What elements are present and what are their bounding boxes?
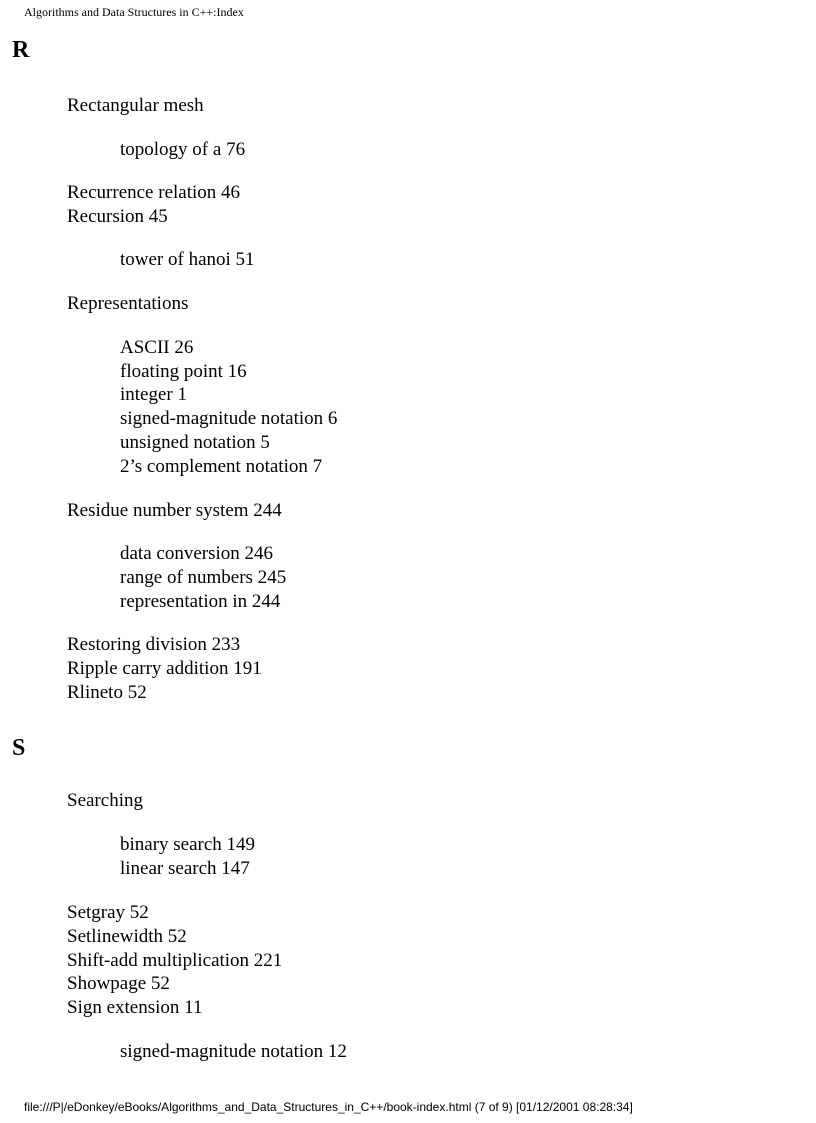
section-letter-s: S [12,735,26,761]
index-entry: Rlineto 52 [67,682,147,703]
index-subentry: signed-magnitude notation 6 [120,408,338,429]
section-letter-r: R [12,37,30,63]
index-subentry: 2’s complement notation 7 [120,456,323,477]
index-entry: Searching [67,790,143,811]
index-entry: Sign extension 11 [67,997,203,1018]
index-subentry: tower of hanoi 51 [120,249,255,270]
page-footer-url: file:///P|/eDonkey/eBooks/Algorithms_and_Data_Structures_in_C++/book-index.html (7 of 9) [01/12/2001 08:28:34] [24,1100,633,1114]
page-header-title: Algorithms and Data Structures in C++:Index [24,5,244,19]
index-subentry: integer 1 [120,384,188,405]
index-entry: Representations [67,293,189,314]
index-entry: Recursion 45 [67,206,168,227]
index-subentry: topology of a 76 [120,139,246,160]
index-entry: Setlinewidth 52 [67,926,187,947]
index-entry: Recurrence relation 46 [67,182,241,203]
index-subentry: floating point 16 [120,361,247,382]
index-subentry: signed-magnitude notation 12 [120,1041,347,1062]
index-entry: Shift-add multiplication 221 [67,950,283,971]
index-subentry: data conversion 246 [120,543,274,564]
index-subentry: binary search 149 [120,834,256,855]
index-entry: Residue number system 244 [67,500,282,521]
index-subentry: range of numbers 245 [120,567,287,588]
index-entry: Restoring division 233 [67,634,241,655]
index-subentry: linear search 147 [120,858,250,879]
index-entry: Rectangular mesh [67,95,204,116]
index-subentry: ASCII 26 [120,337,194,358]
index-entry: Showpage 52 [67,973,170,994]
index-entry: Setgray 52 [67,902,149,923]
index-subentry: representation in 244 [120,591,281,612]
index-subentry: unsigned notation 5 [120,432,270,453]
index-entry: Ripple carry addition 191 [67,658,262,679]
